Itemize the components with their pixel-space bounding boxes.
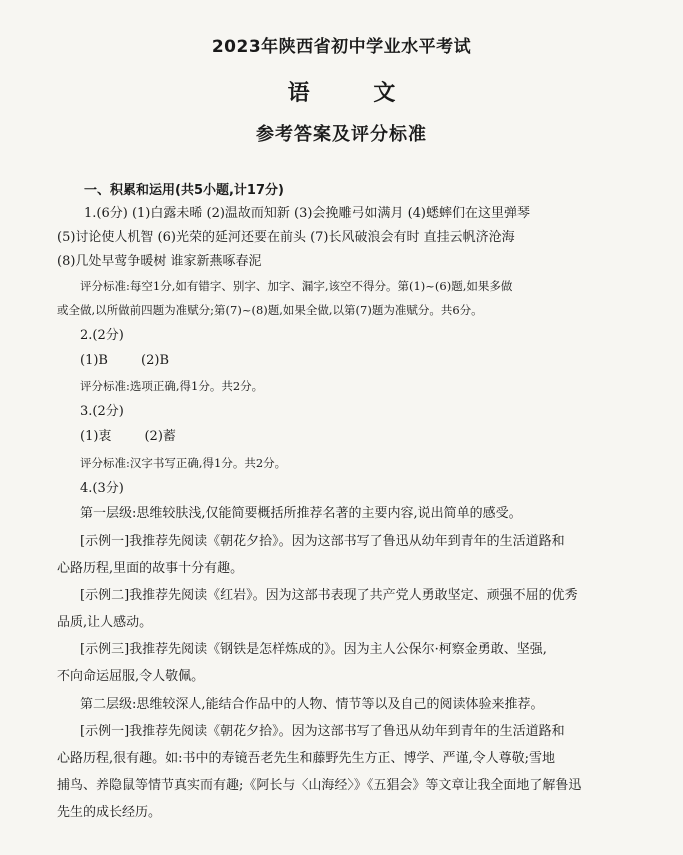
q3-scoring: 评分标准:汉字书写正确,得1分。共2分。 [80, 456, 287, 470]
q3-answers: (1)衷 (2)蓄 [80, 429, 176, 444]
q2-scoring: 评分标准:选项正确,得1分。共2分。 [80, 379, 264, 393]
subject-title: 语 文 [287, 81, 424, 106]
q4-label: 4.(3分) [80, 481, 124, 496]
q1-scoring-line-1: 评分标准:每空1分,如有错字、别字、加字、漏字,该空不得分。第(1)~(6)题,如果多做 [80, 279, 513, 293]
q4-example4-line-1: [示例一]我推荐先阅读《朝花夕拾》。因为这部书写了鲁迅从幼年到青年的生活道路和 [80, 724, 565, 739]
q2-label: 2.(2分) [80, 328, 124, 343]
q1-scoring-line-2: 或全做,以所做前四题为准赋分;第(7)~(8)题,如果全做,以第(7)题为准赋分。共6分。 [57, 303, 483, 317]
q1-answer-line-1: 1.(6分) (1)白露未晞 (2)温故而知新 (3)会挽雕弓如满月 (4)蟋蟀们在这里弹琴 [84, 206, 531, 221]
q4-level1: 第一层级:思维较肤浅,仅能简要概括所推荐名著的主要内容,说出简单的感受。 [80, 506, 522, 521]
q4-example2-line-2: 品质,让人感动。 [57, 615, 153, 630]
q4-example3-line-1: [示例三]我推荐先阅读《钢铁是怎样炼成的》。因为主人公保尔·柯察金勇敢、坚强, [80, 642, 547, 657]
q2-answers: (1)B (2)B [80, 353, 169, 368]
q1-answer-line-3: (8)几处早莺争暖树 谁家新燕啄春泥 [57, 254, 262, 269]
document-title: 参考答案及评分标准 [256, 124, 427, 145]
q4-level2: 第二层级:思维较深人,能结合作品中的人物、情节等以及自己的阅读体验来推荐。 [80, 697, 544, 712]
q4-example4-line-4: 先生的成长经历。 [57, 805, 162, 820]
q4-example4-line-2: 心路历程,很有趣。如:书中的寿镜吾老先生和藤野先生方正、博学、严谨,令人尊敬;雪地 [57, 751, 556, 766]
q4-example2-line-1: [示例二]我推荐先阅读《红岩》。因为这部书表现了共产党人勇敢坚定、顽强不屈的优秀 [80, 588, 578, 603]
q1-answer-line-2: (5)讨论使人机智 (6)光荣的延河还要在前头 (7)长风破浪会有时 直挂云帆济沧海 [57, 230, 515, 245]
q3-label: 3.(2分) [80, 404, 124, 419]
q4-example1-line-1: [示例一]我推荐先阅读《朝花夕拾》。因为这部书写了鲁迅从幼年到青年的生活道路和 [80, 534, 565, 549]
section-heading: 一、积累和运用(共5小题,计17分) [84, 183, 284, 198]
exam-title: 2023年陕西省初中学业水平考试 [211, 37, 472, 57]
q4-example1-line-2: 心路历程,里面的故事十分有趣。 [57, 561, 244, 576]
q4-example3-line-2: 不向命运屈服,令人敬佩。 [57, 669, 205, 684]
q4-example4-line-3: 捕鸟、养隐鼠等情节真实而有趣;《阿长与〈山海经〉》《五猖会》等文章让我全面地了解鲁迅 [57, 778, 582, 793]
